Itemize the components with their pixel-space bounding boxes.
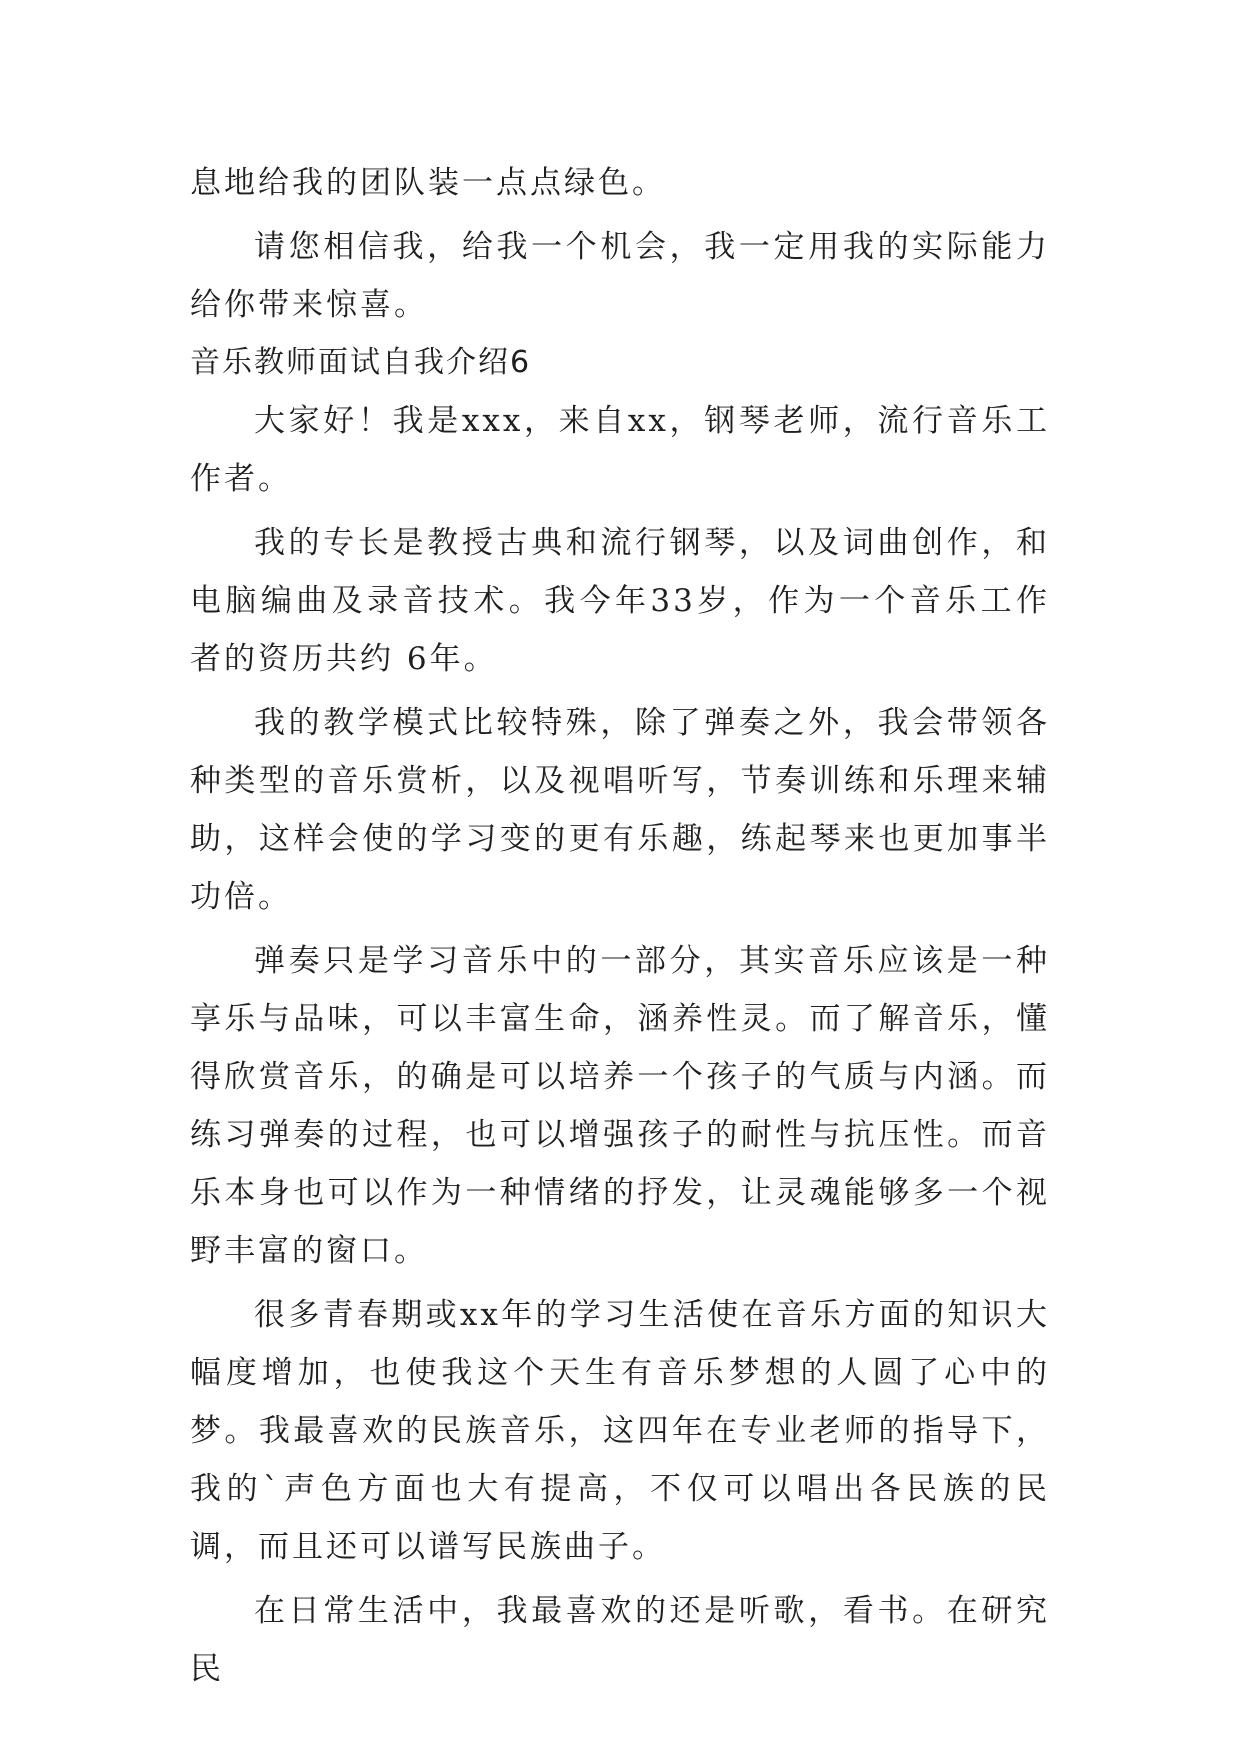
paragraph-teaching-mode: 我的教学模式比较特殊，除了弹奏之外，我会带领各种类型的音乐赏析，以及视唱听写，节奏训练和乐理来辅助，这样会使的学习变的更有乐趣，练起琴来也更加事半功倍。 bbox=[190, 705, 1050, 915]
document-body bbox=[190, 154, 1050, 1698]
paragraph-greeting: 大家好！我是xxx，来自xx，钢琴老师，流行音乐工作者。 bbox=[190, 403, 1050, 497]
paragraph-closing-request: 请您相信我，给我一个机会，我一定用我的实际能力给你带来惊喜。 bbox=[190, 229, 1050, 323]
paragraph-continued: 息地给我的团队装一点点绿色。 bbox=[190, 165, 666, 201]
paragraph-study-experience: 很多青春期或xx年的学习生活使在音乐方面的知识大幅度增加，也使我这个天生有音乐梦想的人圆了心中的梦。我最喜欢的民族音乐，这四年在专业老师的指导下，我的`声色方面也大有提高，不仅可以唱出各民族的民调，而且还可以谱写民族曲子。 bbox=[190, 1297, 1050, 1565]
paragraph-daily-life: 在日常生活中，我最喜欢的还是听歌，看书。在研究民 bbox=[190, 1593, 1050, 1687]
section-title: 音乐教师面试自我介绍6 bbox=[190, 345, 532, 380]
paragraph-music-value: 弹奏只是学习音乐中的一部分，其实音乐应该是一种享乐与品味，可以丰富生命，涵养性灵。而了解音乐，懂得欣赏音乐，的确是可以培养一个孩子的气质与内涵。而练习弹奏的过程，也可以增强孩子的耐性与抗压性。而音乐本身也可以作为一种情绪的抒发，让灵魂能够多一个视野丰富的窗口。 bbox=[190, 943, 1050, 1269]
paragraph-specialty: 我的专长是教授古典和流行钢琴，以及词曲创作，和电脑编曲及录音技术。我今年33岁，作为一个音乐工作者的资历共约 6年。 bbox=[190, 525, 1050, 677]
